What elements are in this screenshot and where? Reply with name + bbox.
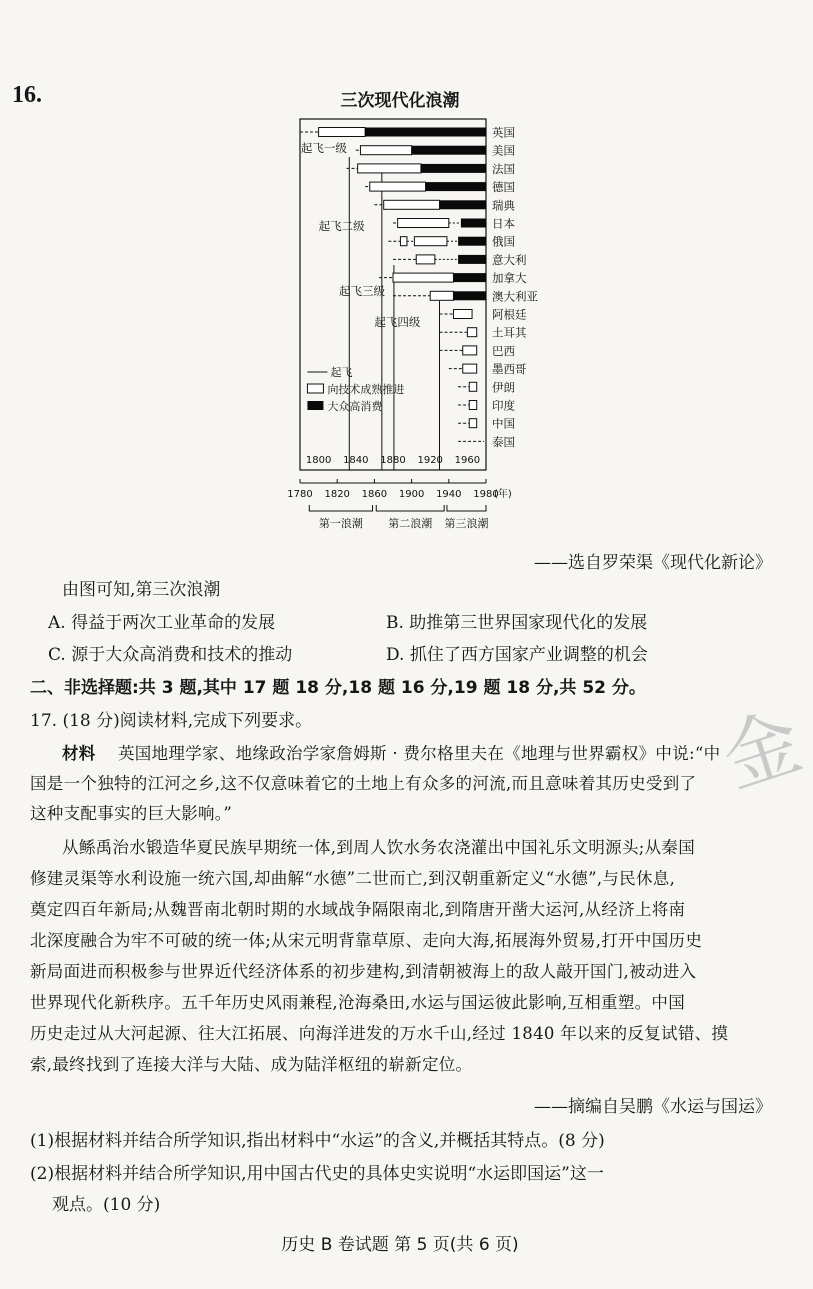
country-label: 德国: [492, 180, 515, 195]
country-label: 瑞典: [492, 198, 515, 213]
mass-consumption-bar: [440, 200, 487, 209]
outer-tick-label: 1980: [473, 489, 499, 500]
maturity-bar: [414, 237, 447, 246]
phase-label: 起飞三级: [339, 284, 386, 298]
maturity-bar: [358, 164, 421, 173]
maturity-bar: [467, 328, 476, 337]
maturity-bar: [463, 346, 477, 355]
option-b: B. 助推第三世界国家现代化的发展: [386, 613, 648, 633]
mass-consumption-bar: [421, 164, 486, 173]
inner-tick-label: 1880: [380, 455, 406, 466]
material-p2-line: 历史走过从大河起源、往大江拓展、向海洋进发的万水千山,经过 1840 年以来的反复试错、摸: [30, 1024, 729, 1043]
wave-bracket: [376, 505, 444, 511]
material-p1-line: 这种支配事实的巨大影响。”: [30, 804, 233, 823]
question-16-stem: 由图可知,第三次浪潮: [62, 580, 221, 600]
mass-consumption-bar: [412, 146, 486, 155]
option-c: C. 源于大众高消费和技术的推动: [48, 645, 293, 665]
inner-tick-label: 1920: [417, 455, 443, 466]
maturity-bar: [400, 237, 407, 246]
legend-label: 起飞: [330, 366, 353, 379]
material-p2-line: 索,最终找到了连接大洋与大陆、成为陆洋枢纽的崭新定位。: [30, 1055, 473, 1074]
material-p2-line: 北深度融合为牢不可破的统一体;从宋元明背靠草原、走向大海,拓展海外贸易,打开中国历史: [30, 931, 703, 950]
wave-label: 第三浪潮: [444, 517, 489, 530]
mass-consumption-bar: [458, 237, 486, 246]
mass-consumption-bar: [461, 219, 486, 228]
mass-consumption-bar: [365, 128, 486, 137]
country-label: 中国: [492, 416, 515, 431]
modernization-waves-chart: [270, 105, 540, 535]
maturity-bar: [398, 219, 449, 228]
watermark-stamp: 金: [711, 696, 812, 805]
maturity-bar: [319, 128, 366, 137]
mass-consumption-bar: [453, 291, 486, 300]
country-label: 英国: [492, 125, 515, 140]
legend-label: 向技术成熟推进: [327, 383, 405, 396]
maturity-bar: [430, 291, 453, 300]
maturity-bar: [360, 146, 411, 155]
country-label: 日本: [492, 216, 515, 231]
maturity-bar: [463, 364, 477, 373]
legend-label: 大众高消费: [327, 400, 383, 413]
material-p2-line: 修建灵渠等水利设施一统六国,却曲解“水德”二世而亡,到汉朝重新定义“水德”,与民休息,: [30, 869, 676, 888]
legend-mass-swatch: [307, 401, 323, 410]
country-label: 意大利: [492, 252, 527, 267]
outer-tick-label: 1780: [287, 489, 313, 500]
country-label: 美国: [492, 143, 515, 158]
phase-label: 起飞四级: [374, 315, 421, 329]
country-label: 法国: [492, 161, 515, 176]
mass-consumption-bar: [458, 255, 486, 264]
maturity-bar: [453, 310, 472, 319]
material-source: ——摘编自吴鹏《水运与国运》: [534, 1097, 772, 1117]
phase-label: 起飞二级: [318, 219, 365, 233]
country-label: 墨西哥: [492, 362, 527, 377]
material-p2-line: 从鲧禹治水锻造华夏民族早期统一体,到周人饮水务农浇灌出中国礼乐文明源头;从秦国: [62, 838, 696, 857]
section-2-title: 二、非选择题:共 3 题,其中 17 题 18 分,18 题 16 分,19 题 18 分,共 52 分。: [30, 678, 646, 698]
wave-bracket: [309, 505, 372, 511]
country-label: 俄国: [492, 234, 515, 249]
material-p1-line: 国是一个独特的江河之乡,这不仅意味着它的土地上有众多的河流,而且意味着其历史受到了: [30, 774, 697, 793]
question-17-part-1: (1)根据材料并结合所学知识,指出材料中“水运”的含义,并概括其特点。(8 分): [30, 1131, 605, 1151]
inner-tick-label: 1800: [305, 455, 332, 466]
country-label: 加拿大: [492, 271, 527, 286]
country-label: 印度: [492, 398, 515, 413]
material-p1-line: 英国地理学家、地缘政治学家詹姆斯 · 费尔格里夫在《地理与世界霸权》中说:“中: [118, 744, 721, 763]
country-label: 土耳其: [492, 325, 527, 340]
inner-tick-label: 1840: [343, 455, 369, 466]
question-17-part-2-line-2: 观点。(10 分): [52, 1195, 161, 1215]
country-label: 泰国: [492, 434, 515, 449]
country-label: 阿根廷: [492, 307, 527, 322]
outer-tick-label: 1940: [436, 489, 462, 500]
maturity-bar: [370, 182, 426, 191]
question-17-header: 17. (18 分)阅读材料,完成下列要求。: [30, 711, 313, 731]
wave-label: 第一浪潮: [318, 517, 363, 530]
material-p2-line: 世界现代化新秩序。五千年历史风雨兼程,沧海桑田,水运与国运彼此影响,互相重塑。中国: [30, 993, 686, 1012]
mass-consumption-bar: [453, 273, 486, 282]
mass-consumption-bar: [426, 182, 486, 191]
x-axis-unit: (年): [494, 489, 512, 500]
inner-tick-label: 1960: [454, 455, 481, 466]
chart-title: 三次现代化浪潮: [340, 91, 460, 111]
outer-tick-label: 1860: [361, 489, 388, 500]
legend-maturity-swatch: [307, 384, 323, 393]
wave-bracket: [447, 505, 486, 511]
material-p2-line: 奠定四百年新局;从魏晋南北朝时期的水域战争隔限南北,到隋唐开凿大运河,从经济上将南: [30, 900, 686, 919]
maturity-bar: [469, 401, 476, 410]
maturity-bar: [393, 273, 453, 282]
maturity-bar: [384, 200, 440, 209]
maturity-bar: [469, 382, 476, 391]
country-label: 巴西: [492, 343, 515, 358]
maturity-bar: [416, 255, 435, 264]
option-d: D. 抓住了西方国家产业调整的机会: [386, 645, 648, 665]
chart-source: ——选自罗荣渠《现代化新论》: [534, 553, 772, 573]
outer-tick-label: 1900: [398, 489, 425, 500]
phase-label: 起飞一级: [300, 141, 347, 155]
wave-label: 第二浪潮: [388, 517, 433, 530]
material-p2-line: 新局面进而积极参与世界近代经济体系的初步建构,到清朝被海上的敌人敲开国门,被动进入: [30, 962, 697, 981]
question-17-part-2-line-1: (2)根据材料并结合所学知识,用中国古代史的具体史实说明“水运即国运”这一: [30, 1164, 604, 1184]
material-label: 材料: [62, 744, 96, 763]
country-label: 伊朗: [492, 380, 515, 395]
option-a: A. 得益于两次工业革命的发展: [48, 613, 276, 633]
outer-tick-label: 1820: [324, 489, 350, 500]
maturity-bar: [469, 419, 476, 428]
country-label: 澳大利亚: [492, 289, 538, 304]
page-footer: 历史 B 卷试题 第 5 页(共 6 页): [281, 1235, 519, 1255]
question-16-number: 16.: [12, 82, 42, 108]
